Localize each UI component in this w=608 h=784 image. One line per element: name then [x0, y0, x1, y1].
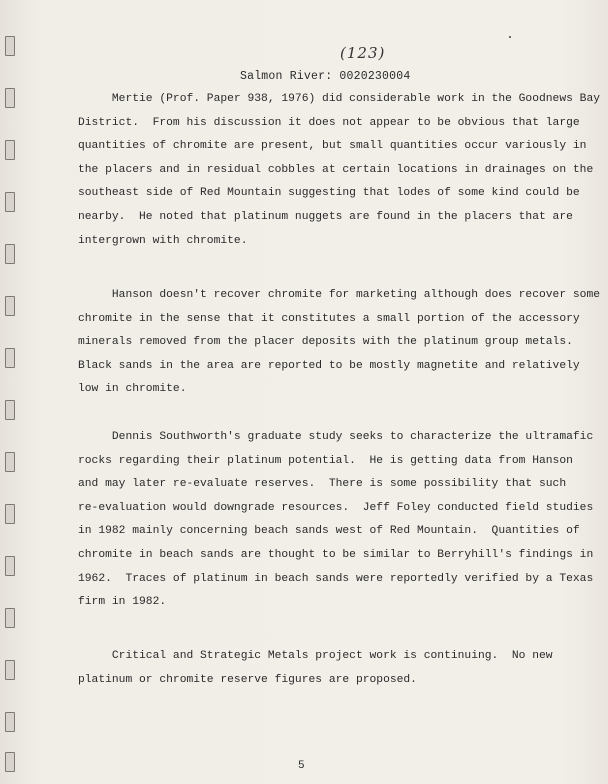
- text-line: intergrown with chromite.: [78, 234, 248, 247]
- paragraph-2: [78, 284, 601, 402]
- binder-holes: [5, 0, 15, 784]
- text-line: Dennis Southworth's graduate study seeks to characterize the ultramafic: [78, 431, 594, 443]
- text-line: the placers and in residual cobbles at certain locations in drainages on the: [78, 163, 594, 176]
- text-line: firm in 1982.: [78, 596, 167, 609]
- paragraph-4: [78, 645, 553, 692]
- text-line: minerals removed from the placer deposits with the platinum group metals.: [78, 336, 573, 349]
- text-line: quantities of chromite are present, but small quantities occur variously in: [78, 140, 587, 153]
- binder-hole: [5, 140, 15, 160]
- text-line: Mertie (Prof. Paper 938, 1976) did considerable work in the Goodnews Bay: [78, 93, 601, 105]
- text-line: Black sands in the area are reported to be mostly magnetite and relatively: [78, 359, 580, 372]
- text-line: Critical and Strategic Metals project work is continuing. No new: [78, 650, 553, 662]
- binder-hole: [5, 556, 15, 576]
- binder-hole: [5, 712, 15, 732]
- binder-hole: [5, 244, 15, 264]
- text-line: platinum or chromite reserve figures are proposed.: [78, 673, 417, 686]
- text-line: Hanson doesn't recover chromite for marketing although does recover some: [78, 289, 601, 301]
- binder-hole: [5, 88, 15, 108]
- speck: [509, 36, 511, 38]
- binder-hole: [5, 608, 15, 628]
- text-line: southeast side of Red Mountain suggesting that lodes of some kind could be: [78, 187, 580, 200]
- binder-hole: [5, 752, 15, 772]
- page-number: 5: [298, 760, 305, 772]
- document-header: Salmon River: 0020230004: [240, 70, 411, 83]
- paragraph-3: [78, 426, 594, 615]
- binder-hole: [5, 296, 15, 316]
- text-line: nearby. He noted that platinum nuggets are found in the placers that are: [78, 210, 573, 223]
- binder-hole: [5, 400, 15, 420]
- text-line: chromite in the sense that it constitutes a small portion of the accessory: [78, 312, 580, 325]
- text-line: re-evaluation would downgrade resources. Jeff Foley conducted field studies: [78, 501, 594, 514]
- binder-hole: [5, 660, 15, 680]
- text-line: in 1982 mainly concerning beach sands west of Red Mountain. Quantities of: [78, 525, 580, 538]
- text-line: District. From his discussion it does not appear to be obvious that large: [78, 116, 580, 129]
- binder-hole: [5, 192, 15, 212]
- binder-hole: [5, 36, 15, 56]
- binder-hole: [5, 348, 15, 368]
- text-line: chromite in beach sands are thought to be similar to Berryhill's findings in: [78, 548, 594, 561]
- paragraph-1: [78, 88, 601, 253]
- text-line: low in chromite.: [78, 383, 187, 396]
- text-line: and may later re-evaluate reserves. There is some possibility that such: [78, 478, 567, 491]
- binder-hole: [5, 452, 15, 472]
- text-line: 1962. Traces of platinum in beach sands were reportedly verified by a Texas: [78, 572, 594, 585]
- handwritten-page-note: (123): [340, 44, 386, 62]
- binder-hole: [5, 504, 15, 524]
- text-line: rocks regarding their platinum potential. He is getting data from Hanson: [78, 454, 573, 467]
